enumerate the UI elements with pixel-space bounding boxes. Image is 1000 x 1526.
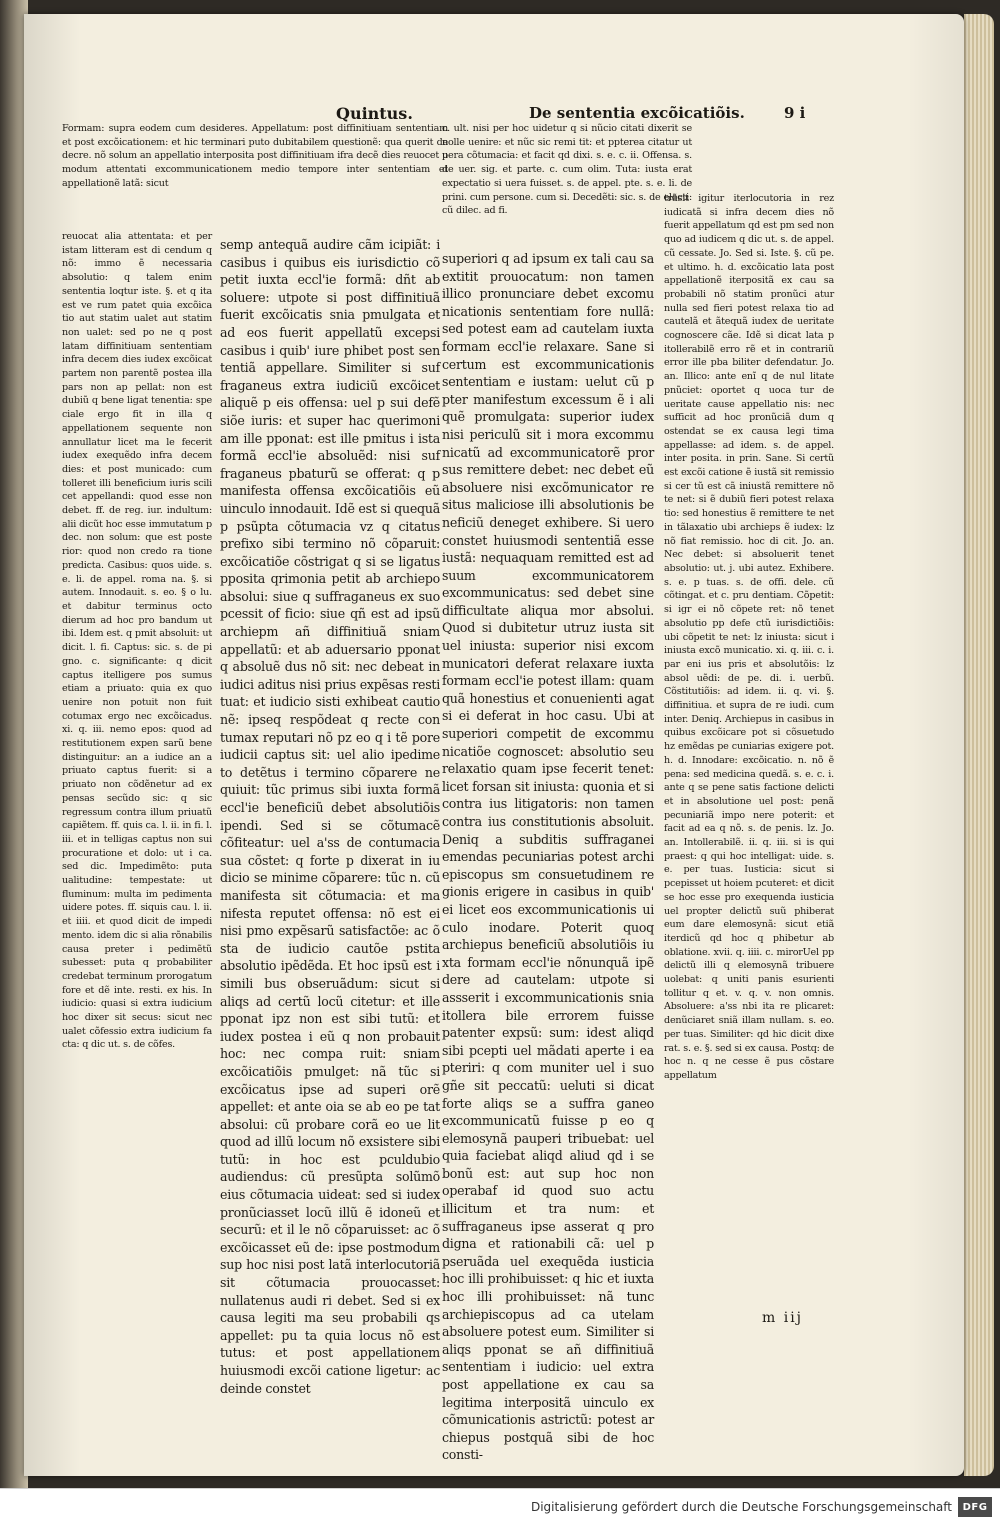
main-right-text: superiori q ad ipsum ex tali cau sa extitit prouocatum: non tamen illico pronunciare debet excomu nicationis sententiam fore nullã: sed potest eam ad cautelam iuxta formam eccl'ie relaxare. Sane si certum est excommunicationis sententiam e iustam: uelut cũ p pter manifestum excessum ẽ i ali quẽ promulgata: superior iudex nisi periculũ sit i mora excommu nicatũ ad excommunicatorẽ pror sus remittere debet: nec debet eũ absoluere nisi excõmunicator re situs maliciose illi absolutionis be neficiũ deneget exhibere. Si uero constet huiusmodi sententiã esse iustã: nequaquam remitted est ad suum excommunicatorem excommunicatus: sed debet sine difficultate aliqua mor absolui. Quod si dubitetur utruz iusta sit uel iniusta: superior nisi excom municatori deferat relaxare iuxta formam eccl'ie potest illam: quam quã honestius et conuenienti agat si ei deferat in hoc casu. Ubi at superiori competit de excommu nicatiõe cognoscet: absolutio seu relaxatio quam ipse fecerit tenet: licet forsan sit iniusta: quonia et si contra ius litigatoris: non tamen contra ius constitutionis absoluit. Deniq a subditis suffraganei emendas pecuniarias potest archi episcopus sm consuetudinem re gionis erigere in casibus in quib' ei licet eos excommunicationis ui culo inodare. Poterit quoq archiepus beneficiũ absolutiõis iu xta formam eccl'ie nõnunquã ipẽ dere ad cautelam: utpote si assserit i excommunicationis snia itollera bile errorem fuisse patenter expsũ: sum: idest aliqd sibi pcepti uel mãdati aperte i ea pteriri: q com muniter uel i suo gñe sit peccatũ: ueluti si dicat forte aliqs se a suffra ganeo excommunicatũ fuisse p eo q elemosynã pauperi tribuebat: uel quia faciebat aliqd aliud qd i se bonũ est: aut sup hoc non operabaf id quod suo actu illicitum et tra num: et suffraganeus ipse asserat q pro digna et rationabili cã: uel p pseruãda uel exequẽda iusticia hoc illi prohibuisset: q hic et iuxta hoc illi prohibuisset: nã tunc archiepiscopus ad ca utelam absoluere potest eum. Similiter si aliqs pponat se añ diffinitiuã sententiam i iudicio: uel extra post appellatione ex cau sa legitima interpositã uinculo ex cõmunicationis astrictũ: potest ar chiepus postquã sibi de hoc consti- [442, 251, 654, 1463]
main-left-text: semp antequã audire cãm icipiãt: i casibus i quibus eis iurisdictio cõ petit iuxta eccl'ie formã: dñt ab soluere: utpote si post diffinitiuã fuerit excõicatis snia pmulgata et ad eos fuerit appellatũ excepsi casibus i quib' iure phibet post sen tentiã appellare. Similiter si suf fraganeus extra iudiciũ excõicet aliquẽ p eis offensa: uel p sui defẽ siõe iuris: et super hac querimoni am ille pponat: est ille pmitus i ista formã eccl'ie absoluẽd: nisi suf fraganeus pbaturũ se offerat: q p manifesta offensa excõicatiõis eũ uinculo innodauit. Idẽ est si quequã p psũpta cõtumacia vz q citatus prefixo sibi termino nõ cõparuit: excõicatiõe cõstrigat q si se ligatus pposita qrimonia petit ab archiepo absolui: siue q suffraganeus ex suo pcessit of ficio: siue qñ est ad ipsũ archiepm añ diffinitiuã sniam appellatũ: et ab aduersario pponat q absoluẽ dus nõ sit: nec debeat in iudici aditus nisi prius expẽsas resti tuat: et iudicio sisti exhibeat cautio nẽ: ipseq respõdeat q recte con tumax reputari nõ pz eo q i tẽ pore iudicii captus sit: uel alio ipedime to detẽtus i termino cõparere ne quiuit: tũc primus sibi iuxta formã eccl'ie beneficiũ debet absolutiõis ipendi. Sed si se cõtumacẽ cõfiteatur: uel a'ss de contumacia sua cõstet: q forte p dixerat in iu dicio se minime cõparere: tũc n. cũ manifesta sit cõtumacia: et ma nifesta reputet offensa: nõ est ei nisi pmo expẽsarũ satisfactõe: ac õ sta de iudicio cautõe pstita absolutio ipẽdẽda. Et hoc ipsũ est i simili bus obseruãdum: sicut si aliqs ad certũ locũ citetur: et ille pponat ipz non est sibi tutũ: et iudex postea i eũ q non probauit hoc: nec compa ruit: sniam excõicatiõis pmulget: nã tũc si excõicatus ipse ad superi orẽ appellet: et ante oia se ab eo pe tat absolui: cũ probare corã eo ue lit quod ad illũ locum nõ exsistere sibi tutũ: in hoc est pculdubio audiendus: cũ presũpta solũmõ eius cõtumacia uideat: sed si iudex pronũciasset locũ illũ ẽ idoneũ et securũ: et il le nõ cõparuisset: ac õ excõicasset eũ de: ipse postmodum sup hoc nisi post latã interlocutoriã sit cõtumacia prouocasset: nullatenus audi ri debet. Sed si ex causa legiti ma seu probabili qs appellet: pu ta quia locus nõ est tutus: et post appellationem huiusmodi excõi catione ligetur: ac deinde constet [220, 237, 440, 1396]
gloss-far-right-text: trãsit igitur iterlocutoria in rez iudicatã si infra decem dies nõ fuerit appellatum qd est pm sed non quo ad iudicem q dic ut. s. de appel. cũ cessate. Jo. Sed si. Iste. §. cũ pe. et ultimo. h. d. excõicatio lata post appellationẽ iterpositã ex cau sa probabili nõ statim pronũci atur nulla sed fieri potest relaxa tio ad cautelã et ãtequã iudex de ueritate cognoscere cãe. Idẽ si dicat lata p itollerabilẽ erro rẽ et in contrariũ error ille pba biliter defendatur. Jo. an. Illico: ante enĩ q de nul litate pnũciet: oportet q uoca tur de ueritate cause appellatio nis: nec sufficit ad hoc pronũciã dum q ostendat se ex causa legi tima appellasse: ad idem. s. de appel. inter posita. in prin. Sane. Si certũ est excõi catione ẽ iustã sit remissio si cer tũ est cã iniustã remittere nõ te net: si ẽ dubiũ fieri potest relaxa tio: sed honestius ẽ remittere te net in tãlaxatio ubi archieps ẽ iudex: lz nõ fiat remissio. hoc di cit. Jo. an. Nec debet: si absoluerit tenet absolutio: ut. j. ubi autez. Exhibere. s. e. p tuas. s. de offi. dele. cũ cõtingat. et c. pru dentiam. Cõpetit: si igr ei nõ cõpete ret: nõ tenet absolutio pp defe ctũ iurisdictiõis: ubi cõpetit te net: lz iniusta: sicut i iniusta excõ municatio. xi. q. iii. c. i. par eni ius pris et absolutõis: lz absol uẽdi: de pe. di. i. uerbũ. Cõstitutiõis: ad idem. ii. q. vi. §. diffinitiua. et supra de re iudi. cum inter. Deniq. Archiepus in casibus in quibus excõicare pot si cõsuetudo hz emẽdas pe cuniarias exigere pot. h. d. Innodare: excõicatio. n. nõ ẽ pena: sed medicina quedã. s. e. c. i. ante q se pene satis factione delicti et in absolutione uel post: penã pecuniariã impo nere poterit: et facit ad ea q nõ. s. de penis. lz. Jo. an. Intollerabilẽ. ii. q. iii. si is qui praest: q qui hoc intelligat: uide. s. e. per tuas. Iusticia: sicut si pcepisset ut hoiem pcuteret: et dicit se hoc esse pro exequenda iusticia uel propter delictũ suũ phiberat eum dare elemosynã: sicut etiã iterdicũ qd hoc q phibetur ab oblatione. xvii. q. iiii. c. mirorUel pp delictũ illi q elemosynã tribuere uolebat: q uniti panis esurienti tollitur q et. v. q. v. non omnis. Absoluere: a'ss nbi ita re plicaret: denũciaret sniã illam nullam. s. eo. per tuas. Similiter: qd hic dicit dixe rat. s. e. §. sed si ex causa. Postq: de hoc n. q ne cesse ẽ pus cõstare appellatum [664, 193, 834, 1081]
main-text-left-column [220, 236, 440, 1396]
gloss-top-left [62, 122, 448, 230]
footer-credit-text: Digitalisierung gefördert durch die Deutsche Forschungsgemeinschaft [530, 1500, 952, 1514]
gloss-right-column [664, 192, 834, 1304]
dfg-logo-icon: DFG [958, 1497, 992, 1517]
gloss-left-text: reuocat alia attentata: et per istam litteram est di cendum q nõ: immo ẽ necessaria absolutio: q talem enim sententia loqtur iste. §. et q ita est ve rum patet quia excõica tio aut statim ualet aut statim non ualet: sed po ne q post latam diffinitiuam sententiam infra decem dies iudex excõicat partem non parentẽ postea illa pars non ap pellat: non est dubiũ q bene ligat tenentia: spe ciale ergo fit in illa q appellationem sequente non annullatur licet ma le fecerit iudex exequẽdo infra decem dies: et post municado: cum tolleret illi beneficium iuris scili cet appellandi: quod esse non debet. ff. de reg. iur. indultum: alii dicũt hoc esse immutatum p dec. non solum: que est poste rior: quod non credo ra tione predicta. Casibus: quos uide. s. e. li. de appel. roma na. §. si autem. Innodauit. s. eo. § o lu. et dabitur terminus octo dierum ad hoc pro bandum ut ibi. Idem est. q pmit absoluit: ut dicit. l. fi. Captus: sic. s. de pi gno. c. significante: q dicit captus itelligere pos sumus etiam a priuato: quia ex quo uenire non potuit non fuit cotumax ergo nec excõicadus. xi. q. iii. nemo epos: quod ad restitutionem expen sarũ bene distinguitur: an a iudice an a priuato captus fuerit: si a priuato non cõdẽnetur ad ex pensas secũdo sic: q sic regressum contra illum priuatũ capiẽtem. ff. quis ca. l. ii. in fi. l. iii. et in telligas captus non sui procuratione et dolo: ut i ca. sed dic. Impedimẽto: puta ualitudine: tempestate: ut fluminum: multa im pedimenta uidere potes. ff. siquis cau. l. ii. et iiii. et quod dicit de impedi mento. idem dic si alia rõnabilis causa preter i pedimẽtũ subesset: puta q probabiliter credebat terminum prorogatum fore et dẽ inte. resti. ex his. In iudicio: quasi si extra iudicium hoc dixer sit secus: sicut nec ualet cõfessio extra iudicium fa cta: q dic ut. s. de cõfes. [62, 231, 212, 1051]
book-page [24, 14, 964, 1476]
gloss-top-right [442, 122, 692, 252]
main-text-right-column [442, 250, 654, 1463]
running-head-book: Quintus. [336, 104, 413, 123]
gloss-left-column [62, 230, 212, 1258]
running-head-title: De sententia excõicatiõis. [529, 104, 745, 122]
gloss-right-top-text: c. ult. nisi per hoc uidetur q si nũcio citati dixerit se nolle uenire: et nũc sic remi tit: et ppterea citatur ut uera cõtumacia: et facit qd dixi. s. e. c. ii. Offensa. s. de uer. sig. et parte. c. cum olim. Tuta: iusta erat expectatio si uera fuisset. s. de appel. pte. s. e. li. de prini. cum persone. cum si. Decedẽti: sic. s. de electi: cũ dilec. ad fi. [442, 123, 692, 217]
digitization-footer [0, 1488, 1000, 1526]
signature-mark: m iij [762, 1310, 804, 1326]
folio-number: 9 i [784, 104, 806, 122]
page-fore-edge [964, 14, 994, 1476]
gloss-top-text: Formam: supra eodem cum desideres. Appellatum: post diffinitiuam sententiam et post excõicationem: et hic terminari puto dubitabilem questionẽ: qua querit de decre. nõ solum an appellatio interposita post diffinitiuam ifra decẽ dies reuocet p modum attentati excommunicationem medio tempore inter sententiam et appellationẽ latã: sicut [62, 123, 448, 189]
